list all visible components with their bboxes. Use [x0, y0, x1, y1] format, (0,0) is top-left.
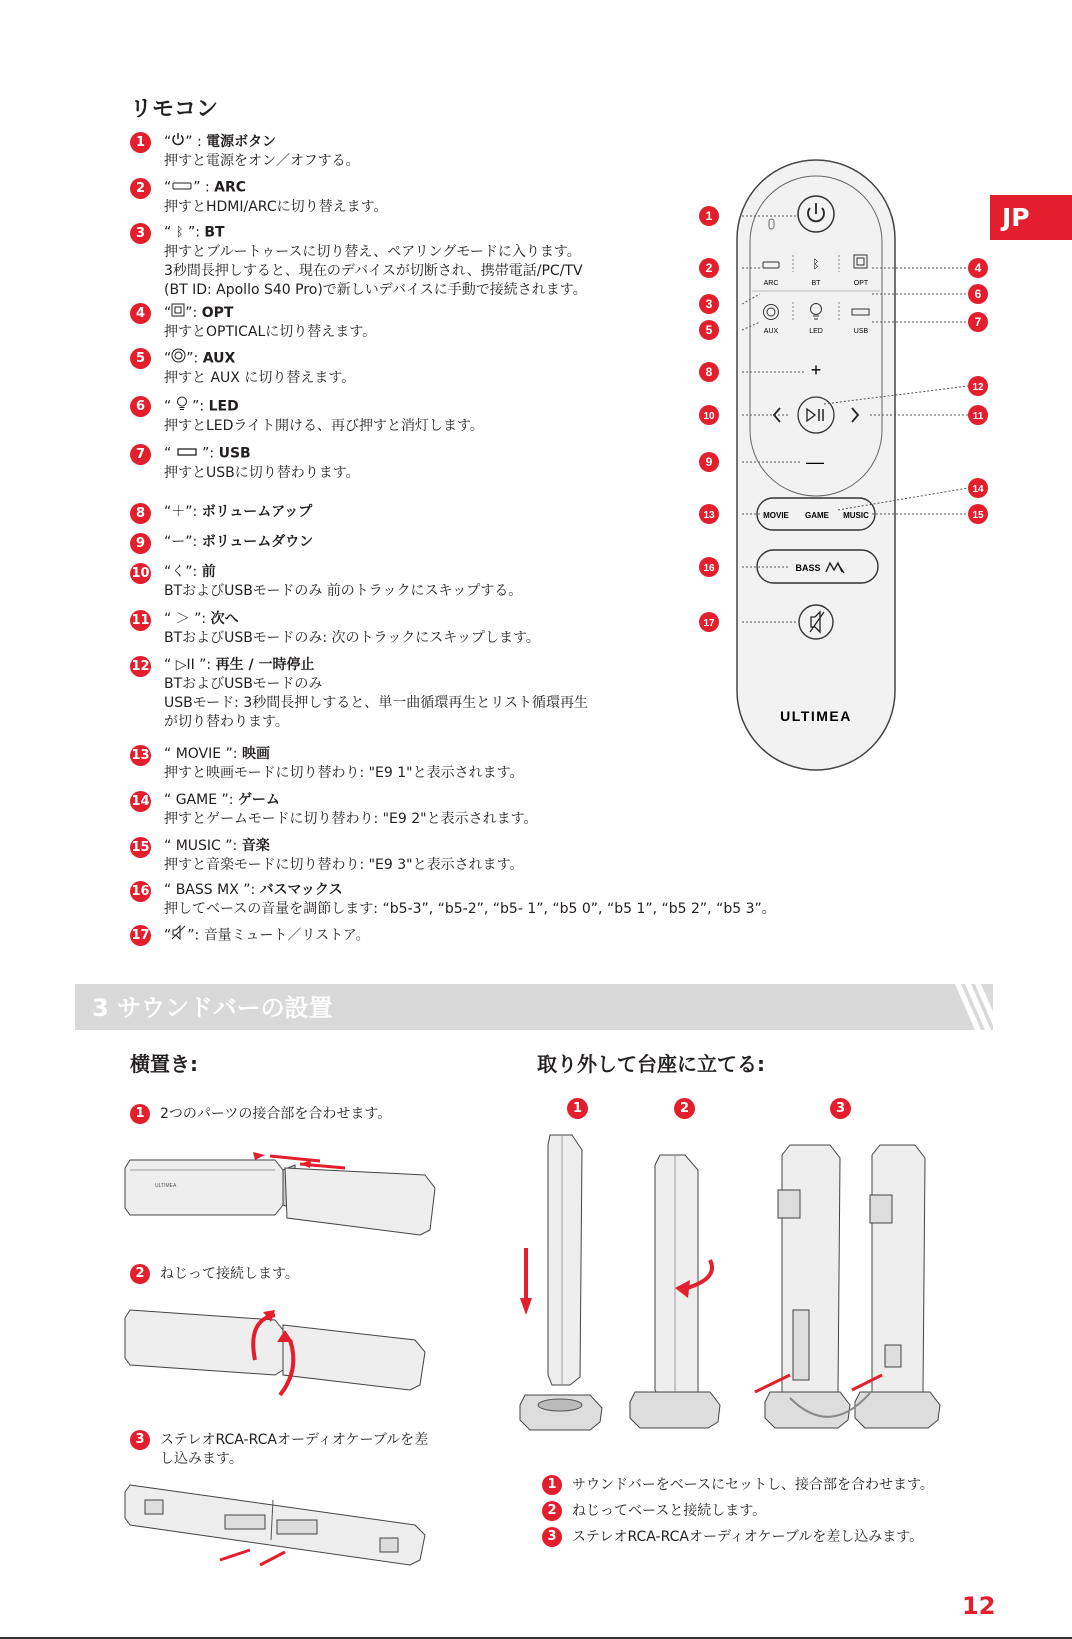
mute-icon	[171, 925, 187, 946]
item-title-line: “く”: 前	[164, 564, 216, 580]
step-text: サウンドバーをベースにセットし、接合部を合わせます。	[572, 1477, 934, 1493]
remote-label-arc: ARC	[763, 280, 779, 287]
remote-label-aux: AUX	[763, 328, 779, 335]
left-step-3	[130, 1428, 429, 1467]
banner-title: 3 サウンドバーの設置	[92, 994, 333, 1022]
volume-down-icon: —	[806, 452, 824, 472]
callout-number-3: 3	[705, 297, 713, 311]
item-desc-line: 押すとUSBに切り替わります。	[164, 464, 360, 481]
right-step-1	[542, 1473, 934, 1495]
left-step-1	[130, 1102, 392, 1124]
figure-number-3: 3	[830, 1097, 851, 1119]
item-desc-line: USBモード: 3秒間長押しすると、単一曲循環再生とリスト循環再生	[164, 695, 588, 711]
item-desc-line: 押してベースの音量を調節します: “b5-3”, “b5-2”, “b5- 1”, “b5 0”, “b5 1”, “b5 2”, “b5 3”。	[164, 901, 776, 917]
callout-number-2: 2	[705, 261, 713, 275]
bluetooth-icon: ᛒ	[812, 257, 820, 271]
item-desc-line: 押すとHDMI/ARCに切り替えます。	[164, 198, 388, 215]
left-step-2	[130, 1262, 299, 1284]
item-number: 16	[130, 881, 151, 902]
item-title-line: “ ＞ ”: 次へ	[164, 611, 239, 627]
item-desc-line: 押すとゲームモードに切り替わり: "E9 2"と表示されます。	[164, 811, 538, 827]
item-number: 1	[130, 132, 151, 153]
item-number: 13	[130, 745, 151, 766]
item-number: 12	[130, 656, 151, 677]
callout-number-5: 5	[705, 323, 713, 337]
stand-illustrations	[520, 1130, 970, 1435]
item-number: 10	[130, 563, 151, 584]
item-desc-line: 押すと音楽モードに切り替わり: "E9 3"と表示されます。	[164, 857, 524, 873]
item-number: 3	[130, 223, 151, 244]
callout-number-16: 16	[703, 563, 715, 574]
soundbar-cable-illustration	[125, 1480, 450, 1580]
item-title-line: “ ”: 音量ミュート／リストア。	[164, 925, 370, 946]
bluetooth-icon: ᛒ	[175, 225, 184, 240]
step-text: ステレオRCA-RCAオーディオケーブルを差し込みます。	[572, 1529, 924, 1545]
item-desc-line: 押すとLEDライト開ける、再び押すと消灯します。	[164, 418, 484, 434]
item-title-line: “ ” : 電源ボタン	[164, 134, 277, 150]
item-title-line: “ ”: USB	[164, 445, 251, 462]
item-number: 17	[130, 925, 151, 946]
item-desc-line: (BT ID: Apollo S40 Pro)で新しいデバイスに手動で接続されます。	[164, 281, 587, 298]
callout-number-1: 1	[705, 209, 713, 223]
item-number: 7	[130, 444, 151, 465]
item-desc-line: BTおよびUSBモードのみ 前のトラックにスキップする。	[164, 583, 523, 599]
soundbar-align-illustration	[125, 1140, 450, 1240]
step-number: 3	[542, 1527, 562, 1547]
remote-label-music: MUSIC	[843, 511, 869, 520]
item-number: 14	[130, 791, 151, 812]
callout-number-17: 17	[703, 618, 715, 629]
step-number: 1	[130, 1104, 150, 1124]
callout-number-15: 15	[972, 510, 984, 521]
right-step-2	[542, 1499, 767, 1521]
arc-icon	[171, 178, 193, 197]
item-title-line: “ー”: ボリュームダウン	[164, 534, 314, 550]
item-number: 5	[130, 348, 151, 369]
item-desc-line: 3秒間長押しすると、現在のデバイスが切断され、携帯電話/PC/TV	[164, 262, 583, 279]
item-title-line: “ MOVIE ”: 映画	[164, 746, 270, 762]
item-desc-line: 押すとブルートゥースに切り替え、ペアリングモードに入ります。	[164, 243, 581, 260]
callout-number-4: 4	[974, 261, 982, 275]
item-number: 6	[130, 396, 151, 417]
svg-text:ULTIMEA: ULTIMEA	[155, 1183, 177, 1189]
remote-label-bt: BT	[811, 280, 821, 287]
remote-label-led: LED	[809, 328, 823, 335]
aux-icon	[171, 348, 186, 369]
language-tab: JP	[990, 195, 1072, 240]
item-title-line: “ ” : ARC	[164, 179, 247, 196]
callout-number-6: 6	[974, 287, 982, 301]
bulb-icon	[176, 396, 188, 417]
item-number: 11	[130, 610, 151, 631]
step-text: ねじって接続します。	[160, 1266, 299, 1282]
remote-label-usb: USB	[853, 328, 869, 335]
callout-number-13: 13	[703, 510, 715, 521]
item-title-line: “ ᛒ ”: BT	[164, 224, 225, 241]
item-number: 8	[130, 503, 151, 524]
callout-number-11: 11	[972, 411, 984, 422]
optical-icon	[171, 303, 185, 323]
item-desc-line: が切り替わります。	[164, 714, 289, 730]
step-number: 2	[130, 1264, 150, 1284]
remote-label-opt: OPT	[853, 280, 869, 287]
item-number: 2	[130, 178, 151, 199]
item-number: 9	[130, 533, 151, 554]
step-number: 1	[542, 1475, 562, 1495]
remote-label-movie: MOVIE	[763, 511, 789, 520]
usb-icon	[176, 444, 198, 463]
item-title-line: “ BASS MX ”: バスマックス	[164, 882, 343, 898]
power-icon	[171, 132, 185, 152]
item-desc-line: 押すとOPTICALに切り替えます。	[164, 324, 377, 340]
step-text: ステレオRCA-RCAオーディオケーブルを差	[160, 1432, 429, 1448]
item-title-line: “ ”: LED	[164, 396, 484, 417]
item-title-line: “ ”: OPT	[164, 305, 234, 321]
item-desc-line: 押すと AUX に切り替えます。	[164, 370, 356, 386]
callout-number-9: 9	[705, 455, 713, 469]
step-text: 2つのパーツの接合部を合わせます。	[160, 1106, 392, 1122]
volume-up-icon: +	[810, 360, 822, 380]
figure-number-2: 2	[674, 1097, 695, 1119]
step-text: ねじってベースと接続します。	[572, 1503, 767, 1519]
callout-number-12: 12	[972, 382, 984, 393]
item-desc-line: BTおよびUSBモードのみ	[164, 676, 323, 692]
remote-label-bass: BASS	[795, 563, 821, 573]
item-number: 4	[130, 303, 151, 324]
figure-number-1: 1	[567, 1097, 588, 1119]
heading-stand: 取り外して台座に立てる:	[537, 1052, 765, 1076]
item-title-line: “ ▷II ”: 再生 / 一時停止	[164, 657, 315, 673]
remote-label-game: GAME	[805, 511, 829, 520]
item-desc-line: BTおよびUSBモードのみ: 次のトラックにスキップします。	[164, 630, 540, 646]
heading-horizontal: 横置き:	[130, 1052, 198, 1076]
step-number: 3	[130, 1430, 150, 1450]
callout-number-7: 7	[974, 315, 982, 329]
remote-illustration	[680, 155, 984, 780]
banner-stripes	[955, 984, 995, 1030]
item-title-line: “ GAME ”: ゲーム	[164, 792, 280, 808]
callout-number-10: 10	[703, 411, 715, 422]
right-step-3	[542, 1525, 924, 1547]
page-number: 12	[962, 1592, 996, 1620]
item-desc-line: 押すと電源をオン／オフする。	[164, 153, 360, 169]
callout-number-14: 14	[972, 484, 984, 495]
item-title-line: “ MUSIC ”: 音楽	[164, 838, 270, 854]
step-text-cont: し込みます。	[160, 1451, 243, 1467]
item-desc-line: 押すと映画モードに切り替わり: "E9 1"と表示されます。	[164, 765, 524, 781]
item-title-line: “ ”: AUX	[164, 348, 355, 369]
callout-number-8: 8	[705, 365, 713, 379]
item-number: 15	[130, 837, 151, 858]
soundbar-twist-illustration	[125, 1300, 450, 1400]
item-title-line: “＋”: ボリュームアップ	[164, 504, 313, 520]
step-number: 2	[542, 1501, 562, 1521]
section-title: リモコン	[130, 97, 219, 122]
remote-brand-logo: ULTIMEA	[780, 708, 852, 724]
